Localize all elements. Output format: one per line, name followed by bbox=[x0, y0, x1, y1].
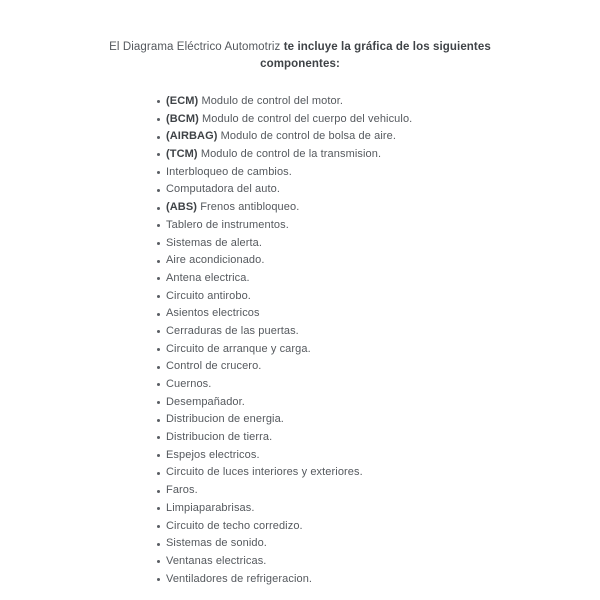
list-item-text: Circuito antirobo. bbox=[166, 289, 251, 302]
bullet-icon bbox=[157, 383, 160, 386]
list-item-text: Tablero de instrumentos. bbox=[166, 218, 289, 231]
bullet-icon bbox=[157, 118, 160, 121]
list-item bbox=[166, 376, 600, 394]
list-item-text: Antena electrica. bbox=[166, 271, 250, 284]
list-item bbox=[166, 199, 600, 217]
bullet-icon bbox=[157, 295, 160, 298]
bullet-icon bbox=[157, 224, 160, 227]
list-item bbox=[166, 252, 600, 270]
list-item bbox=[166, 235, 600, 253]
list-item-text: Modulo de control de bolsa de aire. bbox=[220, 130, 397, 143]
bullet-icon bbox=[157, 578, 160, 581]
list-item bbox=[166, 429, 600, 447]
list-item bbox=[166, 93, 600, 111]
list-item bbox=[166, 146, 600, 164]
list-item-text: Ventanas electricas. bbox=[166, 554, 267, 567]
list-item-text: Circuito de arranque y carga. bbox=[166, 342, 311, 355]
list-item-text: Sistemas de alerta. bbox=[166, 236, 263, 249]
list-item bbox=[166, 128, 600, 146]
bullet-icon bbox=[157, 560, 160, 563]
title-text-bold bbox=[260, 41, 491, 70]
list-item bbox=[166, 323, 600, 341]
bullet-icon bbox=[157, 207, 160, 210]
title-bold-line1: te incluye la gráfica de los siguientes bbox=[283, 41, 491, 53]
list-item bbox=[166, 181, 600, 199]
list-item-text: Cerraduras de las puertas. bbox=[166, 324, 299, 337]
bullet-icon bbox=[157, 507, 160, 510]
list-item-text: Desempañador. bbox=[166, 395, 245, 408]
list-item bbox=[166, 411, 600, 429]
list-item-text: Circuito de luces interiores y exteriores. bbox=[166, 466, 363, 479]
list-item bbox=[166, 553, 600, 571]
bullet-icon bbox=[157, 419, 160, 422]
title-bold-line2: componentes: bbox=[260, 58, 340, 70]
list-item-text: Control de crucero. bbox=[166, 360, 262, 373]
bullet-icon bbox=[157, 153, 160, 156]
list-item-text: Espejos electricos. bbox=[166, 448, 260, 461]
list-item bbox=[166, 535, 600, 553]
bullet-icon bbox=[157, 543, 160, 546]
list-item-text: Circuito de techo corredizo. bbox=[166, 519, 303, 532]
list-item-text: Cuernos. bbox=[166, 378, 212, 390]
list-item-text: Modulo de control de la transmision. bbox=[200, 148, 382, 161]
bullet-icon bbox=[157, 366, 160, 369]
list-item-text: Distribucion de tierra. bbox=[166, 431, 273, 444]
list-item bbox=[166, 358, 600, 376]
list-item-text: Modulo de control del cuerpo del vehiculo. bbox=[202, 112, 413, 125]
bullet-icon bbox=[157, 189, 160, 192]
bullet-icon bbox=[157, 100, 160, 103]
list-item bbox=[166, 270, 600, 288]
list-item-text: Limpiaparabrisas. bbox=[166, 501, 255, 514]
list-item bbox=[166, 482, 600, 500]
bullet-icon bbox=[157, 260, 160, 263]
list-item bbox=[166, 341, 600, 359]
bullet-icon bbox=[157, 277, 160, 280]
bullet-icon bbox=[157, 348, 160, 351]
bullet-icon bbox=[157, 330, 160, 333]
list-item-text: Interbloqueo de cambios. bbox=[166, 165, 292, 178]
list-item bbox=[166, 111, 600, 129]
list-item bbox=[166, 500, 600, 518]
list-item bbox=[166, 288, 600, 306]
bullet-icon bbox=[157, 313, 160, 316]
list-item bbox=[166, 394, 600, 412]
page-title bbox=[0, 0, 600, 73]
components-list bbox=[0, 93, 600, 588]
list-item bbox=[166, 571, 600, 589]
list-item-text: Computadora del auto. bbox=[166, 183, 281, 196]
list-item bbox=[166, 217, 600, 235]
bullet-icon bbox=[157, 242, 160, 245]
bullet-icon bbox=[157, 136, 160, 139]
list-item-bold: (TCM) bbox=[166, 148, 198, 161]
list-item-text: Distribucion de energia. bbox=[166, 413, 284, 426]
list-item bbox=[166, 518, 600, 536]
bullet-icon bbox=[157, 171, 160, 174]
list-item-bold: (ABS) bbox=[166, 201, 198, 214]
list-item bbox=[166, 447, 600, 465]
bullet-icon bbox=[157, 454, 160, 457]
list-item-text: Sistemas de sonido. bbox=[166, 537, 267, 550]
bullet-icon bbox=[157, 401, 160, 404]
bullet-icon bbox=[157, 436, 160, 439]
title-text-regular: El Diagrama Eléctrico Automotriz bbox=[109, 41, 281, 53]
list-item-text: Asientos electricos bbox=[166, 307, 260, 320]
list-item-text: Ventiladores de refrigeracion. bbox=[166, 572, 313, 585]
list-item-text: Modulo de control del motor. bbox=[201, 95, 344, 107]
bullet-icon bbox=[157, 490, 160, 493]
list-item-text: Frenos antibloqueo. bbox=[200, 201, 300, 214]
list-item-bold: (AIRBAG) bbox=[166, 130, 218, 143]
list-item-bold: (BCM) bbox=[166, 112, 199, 125]
list-item bbox=[166, 464, 600, 482]
list-item bbox=[166, 305, 600, 323]
list-item-text: Aire acondicionado. bbox=[166, 254, 265, 267]
bullet-icon bbox=[157, 525, 160, 528]
bullet-icon bbox=[157, 472, 160, 475]
list-item-text: Faros. bbox=[166, 484, 198, 497]
list-item bbox=[166, 164, 600, 182]
list-item-bold: (ECM) bbox=[166, 95, 199, 107]
